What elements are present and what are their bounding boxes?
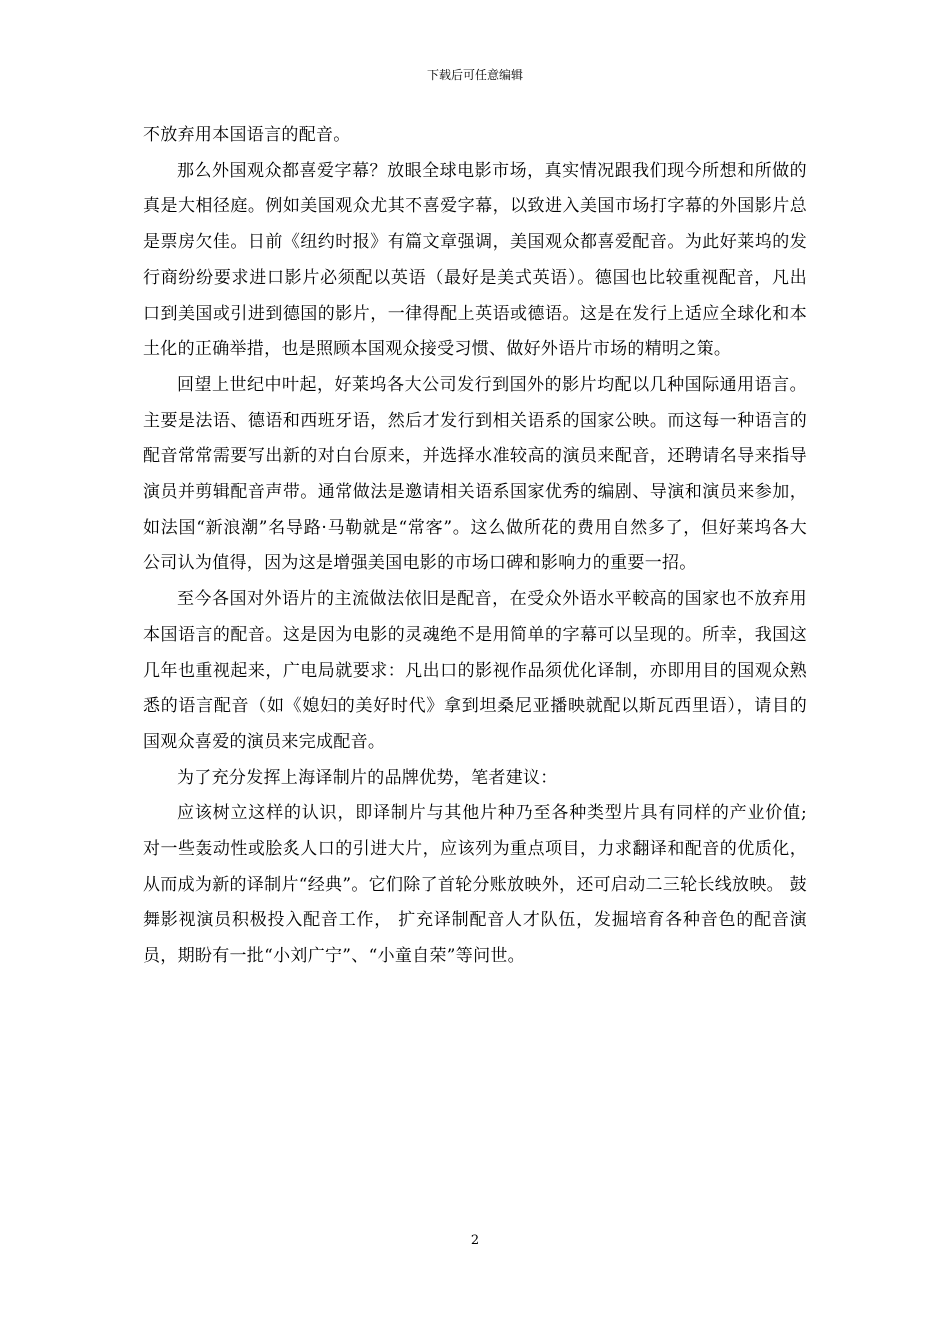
document-body: [143, 118, 807, 975]
paragraph: 回望上世纪中叶起，好莱坞各大公司发行到国外的影片均配以几种国际通用语言。主要是法语、德语和西班牙语，然后才发行到相关语系的国家公映。而这每一种语言的配音常常需要写出新的对白台原来，并选择水准较高的演员来配音，还聘请名导来指导演员并剪辑配音声带。通常做法是邀请相关语系国家优秀的编剧、导演和演员来参加，如法国“新浪潮”名导路·马勒就是“常客”。这么做所花的费用自然多了，但好莱坞各大公司认为值得，因为这是增强美国电影的市场口碑和影响力的重要一招。: [143, 374, 807, 574]
paragraph: 应该树立这样的认识，即译制片与其他片种乃至各种类型片具有同样的产业价值; 对一些轰动性或脍炙人口的引进大片，应该列为重点项目，力求翻译和配音的优质化，从而成为新的译制片“经典”。它们除了首轮分账放映外，还可启动二三轮长线放映。 鼓舞影视演员积极投入配音工作， 扩充译制配音人才队伍，发掘培育各种音色的配音演员，期盼有一批“小刘广宁”、“小童自荣”等问世。: [143, 803, 807, 967]
page-header: 下载后可任意编辑: [426, 68, 523, 82]
paragraph: 至今各国对外语片的主流做法依旧是配音，在受众外语水平較高的国家也不放弃用本国语言的配音。这是因为电影的灵魂绝不是用简单的字幕可以呈现的。所幸，我国这几年也重视起来，广电局就要求：凡出口的影视作品须优化译制，亦即用目的国观众熟悉的语言配音（如《媳妇的美好时代》拿到坦桑尼亚播映就配以斯瓦西里语），请目的国观众喜爱的演员来完成配音。: [143, 589, 807, 752]
page-number: 2: [470, 1233, 480, 1248]
paragraph: 为了充分发挥上海译制片的品牌优势，笔者建议：: [177, 767, 558, 788]
paragraph-continuation: 不放弃用本国语言的配音。: [143, 125, 351, 145]
paragraph: 那么外国观众都喜爱字幕？放眼全球电影市场，真实情况跟我们现今所想和所做的真是大相径庭。例如美国观众尤其不喜爱字幕，以致进入美国市场打字幕的外国影片总是票房欠佳。日前《纽约时报》有篇文章强调，美国观众都喜爱配音。为此好莱坞的发行商纷纷要求进口影片必须配以英语（最好是美式英语）。德国也比较重视配音，凡出口到美国或引进到德国的影片，一律得配上英语或德语。这是在发行上适应全球化和本土化的正确举措，也是照顾本国观众接受习惯、做好外语片市场的精明之策。: [143, 160, 807, 360]
